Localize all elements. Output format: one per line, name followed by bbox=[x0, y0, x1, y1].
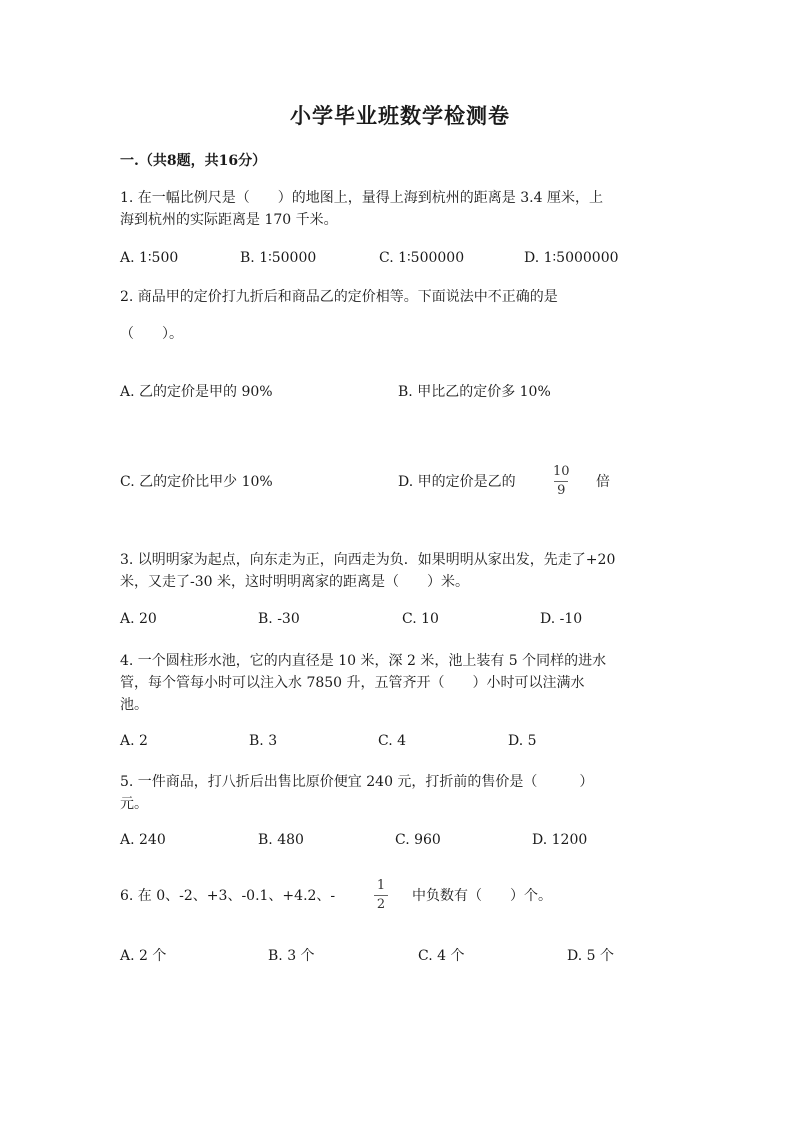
option-a: A. 1∶500 bbox=[120, 250, 179, 266]
option-c: C. 4 个 bbox=[418, 948, 465, 964]
page-title: 小学毕业班数学检测卷 bbox=[290, 103, 510, 128]
fraction-denominator: 2 bbox=[376, 897, 386, 912]
option-c: C. 4 bbox=[378, 733, 407, 749]
question-text-line: 4. 一个圆柱形水池，它的内直径是 10 米，深 2 米，池上装有 5 个同样的进水 bbox=[120, 653, 607, 669]
question-text-line: 元。 bbox=[120, 796, 148, 812]
fraction-numerator: 1 bbox=[376, 878, 386, 893]
fraction-bar bbox=[554, 481, 568, 482]
option-b: B. 3 bbox=[249, 733, 278, 749]
question-text-line: 池。 bbox=[120, 697, 148, 713]
option-d: D. 1200 bbox=[532, 832, 588, 848]
option-a: A. 2 bbox=[120, 733, 148, 749]
fraction-denominator: 9 bbox=[557, 483, 566, 498]
section-heading: 一.（共8题，共16分） bbox=[120, 153, 267, 169]
question-text-line: 管，每个管每小时可以注入水 7850 升，五管齐开（ ）小时可以注满水 bbox=[120, 675, 585, 691]
option-b: B. 480 bbox=[258, 832, 304, 848]
option-d: D. 5 bbox=[508, 733, 537, 749]
option-d: D. 1∶5000000 bbox=[524, 250, 619, 266]
option-d-suffix: 倍 bbox=[596, 474, 610, 490]
question-text-line: 1. 在一幅比例尺是（ ）的地图上，量得上海到杭州的距离是 3.4 厘米，上 bbox=[120, 190, 603, 206]
question-text-line: 6. 在 0、-2、+3、-0.1、+4.2、- bbox=[120, 888, 336, 904]
option-b: B. 3 个 bbox=[268, 948, 315, 964]
question-text-line: 中负数有（ ）个。 bbox=[412, 888, 552, 904]
option-a: A. 2 个 bbox=[120, 948, 167, 964]
option-c: C. 960 bbox=[395, 832, 441, 848]
fraction-bar bbox=[374, 895, 388, 896]
question-text-line: 5. 一件商品，打八折后出售比原价便宜 240 元，打折前的售价是（ ） bbox=[120, 774, 594, 790]
fraction-ten-ninths bbox=[553, 465, 570, 498]
question-text-line: 2. 商品甲的定价打九折后和商品乙的定价相等。下面说法中不正确的是 bbox=[120, 289, 558, 305]
option-b: B. 1∶50000 bbox=[240, 250, 317, 266]
option-b: B. -30 bbox=[258, 611, 300, 627]
option-c: C. 乙的定价比甲少 10% bbox=[120, 474, 273, 490]
option-d: D. -10 bbox=[540, 611, 583, 627]
question-text-line: （ ）。 bbox=[120, 326, 183, 342]
option-a: A. 20 bbox=[120, 611, 157, 627]
option-d: D. 5 个 bbox=[567, 948, 614, 964]
option-a: A. 240 bbox=[120, 832, 166, 848]
option-c: C. 1∶500000 bbox=[379, 250, 465, 266]
option-c: C. 10 bbox=[402, 611, 439, 627]
option-d: D. 甲的定价是乙的 bbox=[398, 474, 516, 490]
question-text-line: 海到杭州的实际距离是 170 千米。 bbox=[120, 212, 338, 228]
option-a: A. 乙的定价是甲的 90% bbox=[120, 384, 273, 400]
fraction-one-half bbox=[374, 879, 388, 912]
question-text-line: 3. 以明明家为起点，向东走为正，向西走为负．如果明明从家出发，先走了+20 bbox=[120, 552, 616, 568]
fraction-numerator: 10 bbox=[553, 464, 570, 479]
question-text-line: 米，又走了-30 米，这时明明离家的距离是（ ）米。 bbox=[120, 574, 469, 590]
option-b: B. 甲比乙的定价多 10% bbox=[398, 384, 551, 400]
